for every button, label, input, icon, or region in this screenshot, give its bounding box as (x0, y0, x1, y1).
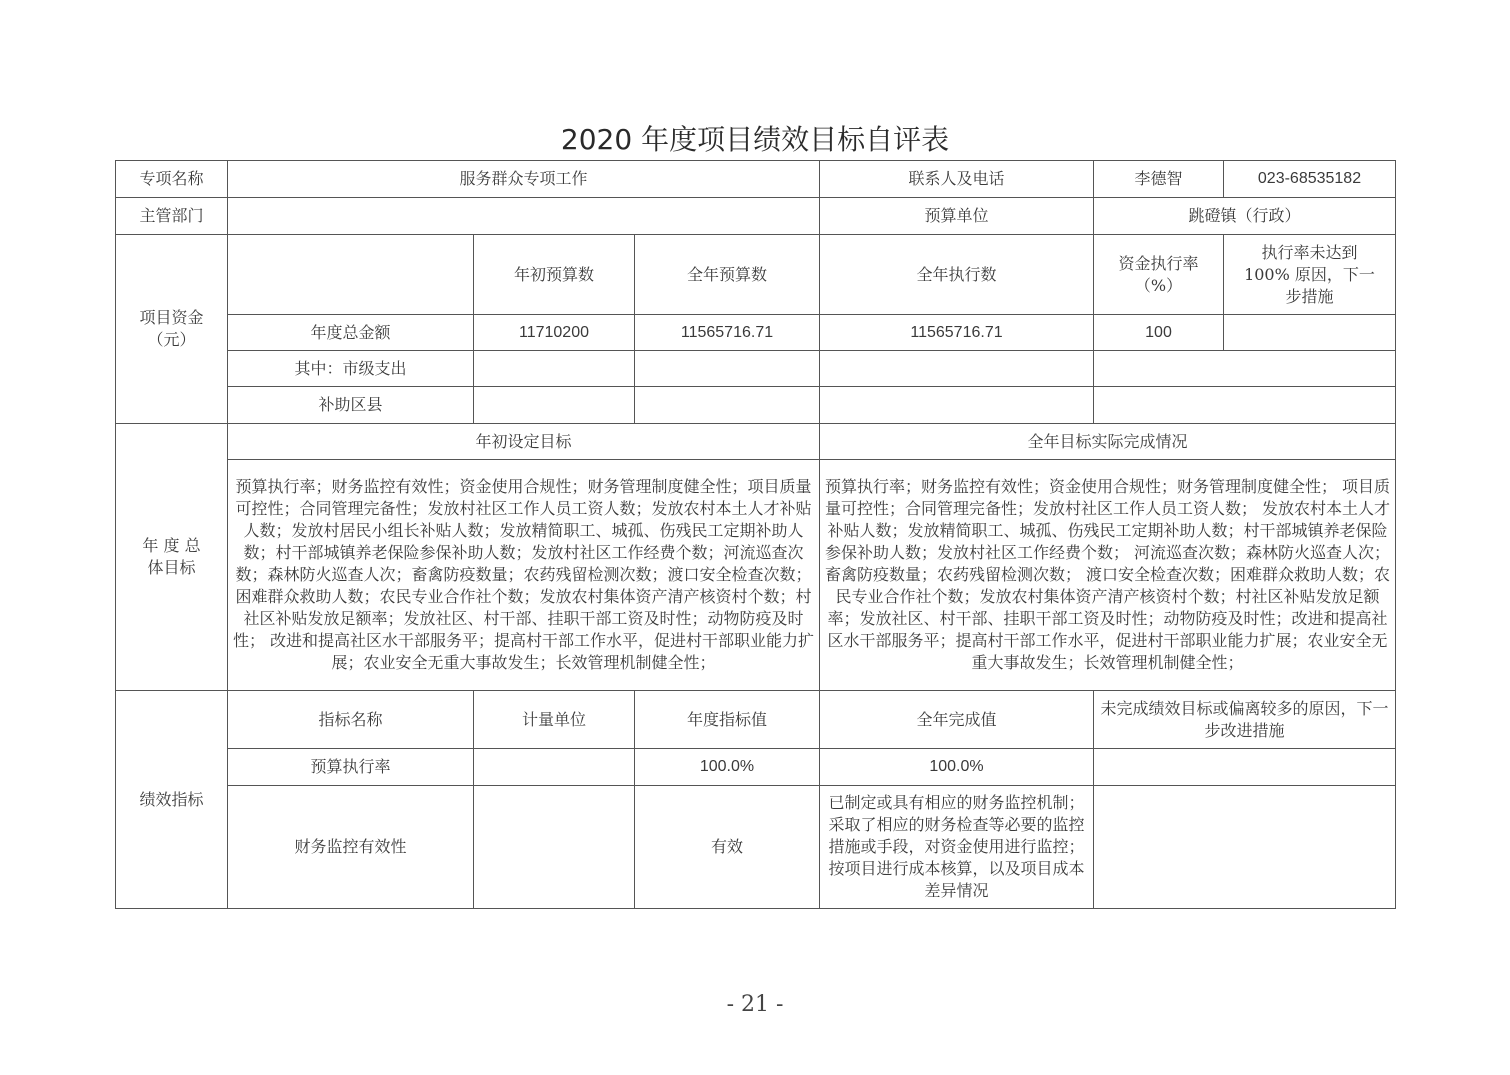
project-name-label: 专项名称 (116, 161, 228, 198)
indicator-reason (1094, 786, 1396, 909)
contact-phone: 023-68535182 (1224, 161, 1396, 198)
funds-initial (474, 387, 635, 424)
col-actual: 全年完成值 (820, 691, 1094, 749)
col-initial-budget: 年初预算数 (474, 235, 635, 315)
funds-reason (1224, 315, 1396, 351)
indicator-target: 有效 (635, 786, 820, 909)
goals-actual-text: 预算执行率；财务监控有效性；资金使用合规性；财务管理制度健全性； 项目质量可控性；合同管理完备性；发放村社区工作人员工资人数； 发放农村本土人才补贴人数；发放精简职工、城孤、伤残民工定期补助人数；村干部城镇养老保险参保补助人数；发放村社区工作经费个数； 河流巡查次数；森林防火巡查人次；畜禽防疫数量；农药残留检测次数； 渡口安全检查次数；困难群众救助人数；农民专业合作社个数；发放农村集体资产清产核资村个数；村社区补贴发放足额率；发放社区、村干部、挂职干部工资及时性；动物防疫及时性；改进和提高社区水干部服务平；提高村干部工作水平，促进村干部职业能力扩展；农业安全无重大事故发生；长效管理机制健全性； (820, 460, 1396, 691)
goals-header-row (116, 424, 1396, 460)
goals-initial-header: 年初设定目标 (228, 424, 820, 460)
funds-label (116, 235, 228, 424)
funds-row-city (116, 351, 1396, 387)
row-department (116, 198, 1396, 235)
funds-executed (820, 351, 1094, 387)
indicator-target: 100.0% (635, 749, 820, 786)
row-project-name (116, 161, 1396, 198)
dept-label: 主管部门 (116, 198, 228, 235)
funds-initial: 11710200 (474, 315, 635, 351)
funds-row-district (116, 387, 1396, 424)
funds-header-row (116, 235, 1396, 315)
indicator-reason (1094, 749, 1396, 786)
funds-annual (635, 387, 820, 424)
funds-annual (635, 351, 820, 387)
funds-executed (820, 387, 1094, 424)
goals-label-text: 年 度 总体目标 (142, 536, 201, 577)
col-rate-reason (1224, 235, 1396, 315)
contact-name: 李德智 (1094, 161, 1224, 198)
col-execution-rate-text: 资金执行率（%） (1118, 253, 1199, 295)
indicator-name: 财务监控有效性 (228, 786, 474, 909)
funds-rate: 100 (1094, 315, 1224, 351)
budget-unit-label: 预算单位 (820, 198, 1094, 235)
funds-row-label: 年度总金额 (228, 315, 474, 351)
project-name-value: 服务群众专项工作 (228, 161, 820, 198)
funds-rate (1094, 351, 1396, 387)
goals-initial-text: 预算执行率；财务监控有效性；资金使用合规性；财务管理制度健全性；项目质量可控性；合同管理完备性；发放村社区工作人员工资人数；发放农村本土人才补贴人数；发放村居民小组长补贴人数；发放精简职工、城孤、伤残民工定期补助人数；村干部城镇养老保险参保补助人数；发放村社区工作经费个数；河流巡查次数；森林防火巡查人次；畜禽防疫数量；农药残留检测次数；渡口安全检查次数；困难群众救助人数；农民专业合作社个数；发放农村集体资产清产核资村个数；村社区补贴发放足额率；发放社区、村干部、挂职干部工资及时性；动物防疫及时性； 改进和提高社区水干部服务平；提高村干部工作水平，促进村干部职业能力扩展；农业安全无重大事故发生；长效管理机制健全性； (228, 460, 820, 691)
funds-row-total (116, 315, 1396, 351)
page-number: - 21 - (726, 992, 784, 1017)
contact-label: 联系人及电话 (820, 161, 1094, 198)
col-execution-rate (1094, 235, 1224, 315)
col-target: 年度指标值 (635, 691, 820, 749)
col-indicator-name: 指标名称 (228, 691, 474, 749)
indicator-header-row (116, 691, 1396, 749)
goals-content-row (116, 460, 1396, 691)
funds-initial (474, 351, 635, 387)
funds-blank-header (228, 235, 474, 315)
indicator-row (116, 786, 1396, 909)
col-rate-reason-text: 执行率未达到100% 原因，下一步措施 (1244, 242, 1375, 306)
funds-label-text: 项目资金（元） (139, 308, 204, 349)
funds-executed: 11565716.71 (820, 315, 1094, 351)
indicator-unit (474, 749, 635, 786)
col-executed: 全年执行数 (820, 235, 1094, 315)
col-annual-budget: 全年预算数 (635, 235, 820, 315)
budget-unit-value: 跳磴镇（行政） (1094, 198, 1396, 235)
indicators-label: 绩效指标 (116, 691, 228, 909)
indicator-actual: 已制定或具有相应的财务监控机制；采取了相应的财务检查等必要的监控措施或手段，对资金使用进行监控；按项目进行成本核算，以及项目成本差异情况 (820, 786, 1094, 909)
page-title: 2020 年度项目绩效目标自评表 (560, 123, 950, 156)
indicator-actual: 100.0% (820, 749, 1094, 786)
funds-row-label: 补助区县 (228, 387, 474, 424)
col-unit: 计量单位 (474, 691, 635, 749)
dept-value (228, 198, 820, 235)
funds-annual: 11565716.71 (635, 315, 820, 351)
indicator-name: 预算执行率 (228, 749, 474, 786)
col-deviation-reason: 未完成绩效目标或偏离较多的原因，下一步改进措施 (1094, 691, 1396, 749)
indicator-row (116, 749, 1396, 786)
indicator-unit (474, 786, 635, 909)
goals-actual-header: 全年目标实际完成情况 (820, 424, 1396, 460)
evaluation-table (115, 160, 1396, 909)
funds-rate (1094, 387, 1396, 424)
goals-label (116, 424, 228, 691)
funds-row-label: 其中：市级支出 (228, 351, 474, 387)
